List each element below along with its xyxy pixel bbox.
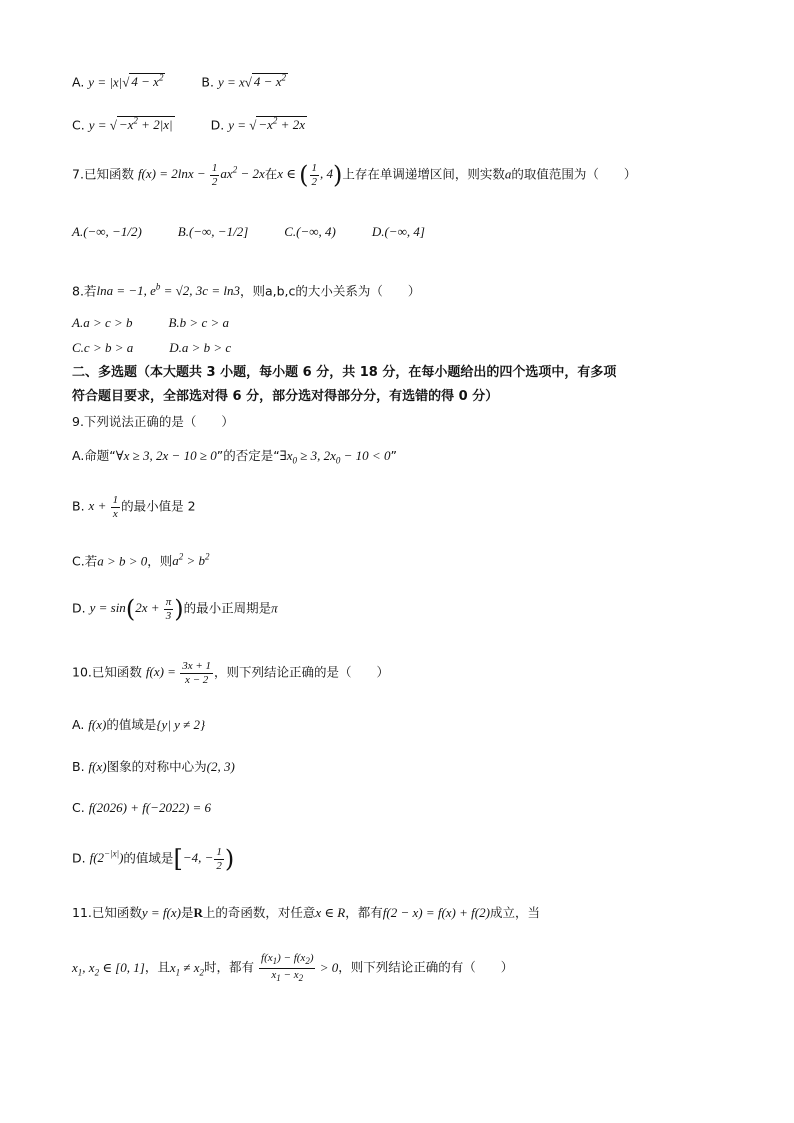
section-2-title: 二、多选题（本大题共 3 小题，每小题 6 分，共 18 分，在每小题给出的四个选项中，有多项 <box>72 365 617 380</box>
q6-option-d[interactable]: D. y = √ $-x^2 + 2x$ <box>210 116 305 133</box>
q11-stem-line2: $x_1$, $x_2$ ∈ [0, 1]，且$x_1 \ne x_2$时，都有 $\frac{f(x_1) - f(x_2)}{x_1 - x_2}$ > 0，则下列结论正确的有（ ） <box>72 952 514 984</box>
q10-option-d[interactable]: D. $f(2^{-|x|})$的值域是[−4, − $\frac{1}{2}$ ) <box>72 845 235 874</box>
q6-option-a[interactable]: A. y = |x|√ $4 - x^2$ <box>72 73 164 90</box>
q9-option-b[interactable]: B. x + $\frac{1}{x}$ 的最小值是 2 <box>72 494 196 520</box>
q8-option-c[interactable]: C.c > b > a <box>72 340 134 355</box>
q10-option-b[interactable]: B. f(x)图象的对称中心为(2, 3) <box>72 759 235 774</box>
q7-number: 7. <box>72 166 84 182</box>
section-2-title-line2: 符合题目要求，全部选对得 6 分，部分选对得部分分，有选错的得 0 分） <box>72 389 499 404</box>
q6-option-d-label: D. <box>210 117 225 133</box>
q6-option-c-label: C. <box>72 117 85 133</box>
q6-option-c[interactable]: C. y = √ $-x^2 + 2|x|$ <box>72 116 173 133</box>
q7-option-b[interactable]: B.(−∞, −1/2] <box>177 224 249 239</box>
q10-stem: 10.已知函数 f(x) = $\frac{3x + 1}{x - 2}$ ，则下列结论正确的是（ ） <box>72 660 390 686</box>
q6-options-cd <box>72 117 307 132</box>
q10-option-c[interactable]: C. f(2026) + f(−2022) = 6 <box>72 800 212 815</box>
q6-option-a-label: A. <box>72 74 85 90</box>
q7-option-d[interactable]: D.(−∞, 4] <box>371 224 425 239</box>
q11-stem: 11.已知函数y = f(x)是R上的奇函数，对任意x ∈ R，都有f(2 − x) = f(x) + f(2)成立，当 <box>72 905 540 920</box>
q6-options-ab <box>72 74 288 89</box>
q9-option-c[interactable]: C.若a > b > 0，则$a^2 > b^2$ <box>72 552 210 569</box>
q9-stem: 9.下列说法正确的是（ ） <box>72 414 234 429</box>
q6-option-b-label: B. <box>201 74 214 90</box>
q7-stem: 7.已知函数 f(x) = 2lnx − $\frac{1}{2}$ $ax^2 - 2x$在x ∈ ( $\frac{1}{2}$ , 4)上存在单调递增区间，则实数a的取值范围为（ ） <box>72 161 637 190</box>
q9-option-d[interactable]: D. y = sin(2x + $\frac{\pi}{3}$ )的最小正周期是π <box>72 595 278 624</box>
q10-option-a[interactable]: A. f(x)的值域是{y| y ≠ 2} <box>72 717 206 732</box>
q8-option-a[interactable]: A.a > c > b <box>72 315 133 330</box>
q7-options <box>72 225 425 239</box>
q8-options-ab <box>72 316 229 330</box>
q9-option-a[interactable]: A.命题“∀x ≥ 3, 2x − 10 ≥ 0”的否定是“$\exists x_0 \ge 3$, $2x_0 - 10 < 0$” <box>72 448 397 466</box>
q8-options-cd <box>72 341 231 355</box>
q7-option-a[interactable]: A.(−∞, −1/2) <box>72 224 142 239</box>
q6-option-b[interactable]: B. y = x√ $4 - x^2$ <box>201 73 286 90</box>
q8-option-b[interactable]: B.b > c > a <box>168 315 229 330</box>
q7-option-c[interactable]: C.(−∞, 4) <box>284 224 336 239</box>
q8-stem: 8.若lna = −1, $e^b = √2$, 3c = ln3，则a,b,c的大小关系为（ ） <box>72 282 421 299</box>
q8-option-d[interactable]: D.a > b > c <box>169 340 232 355</box>
